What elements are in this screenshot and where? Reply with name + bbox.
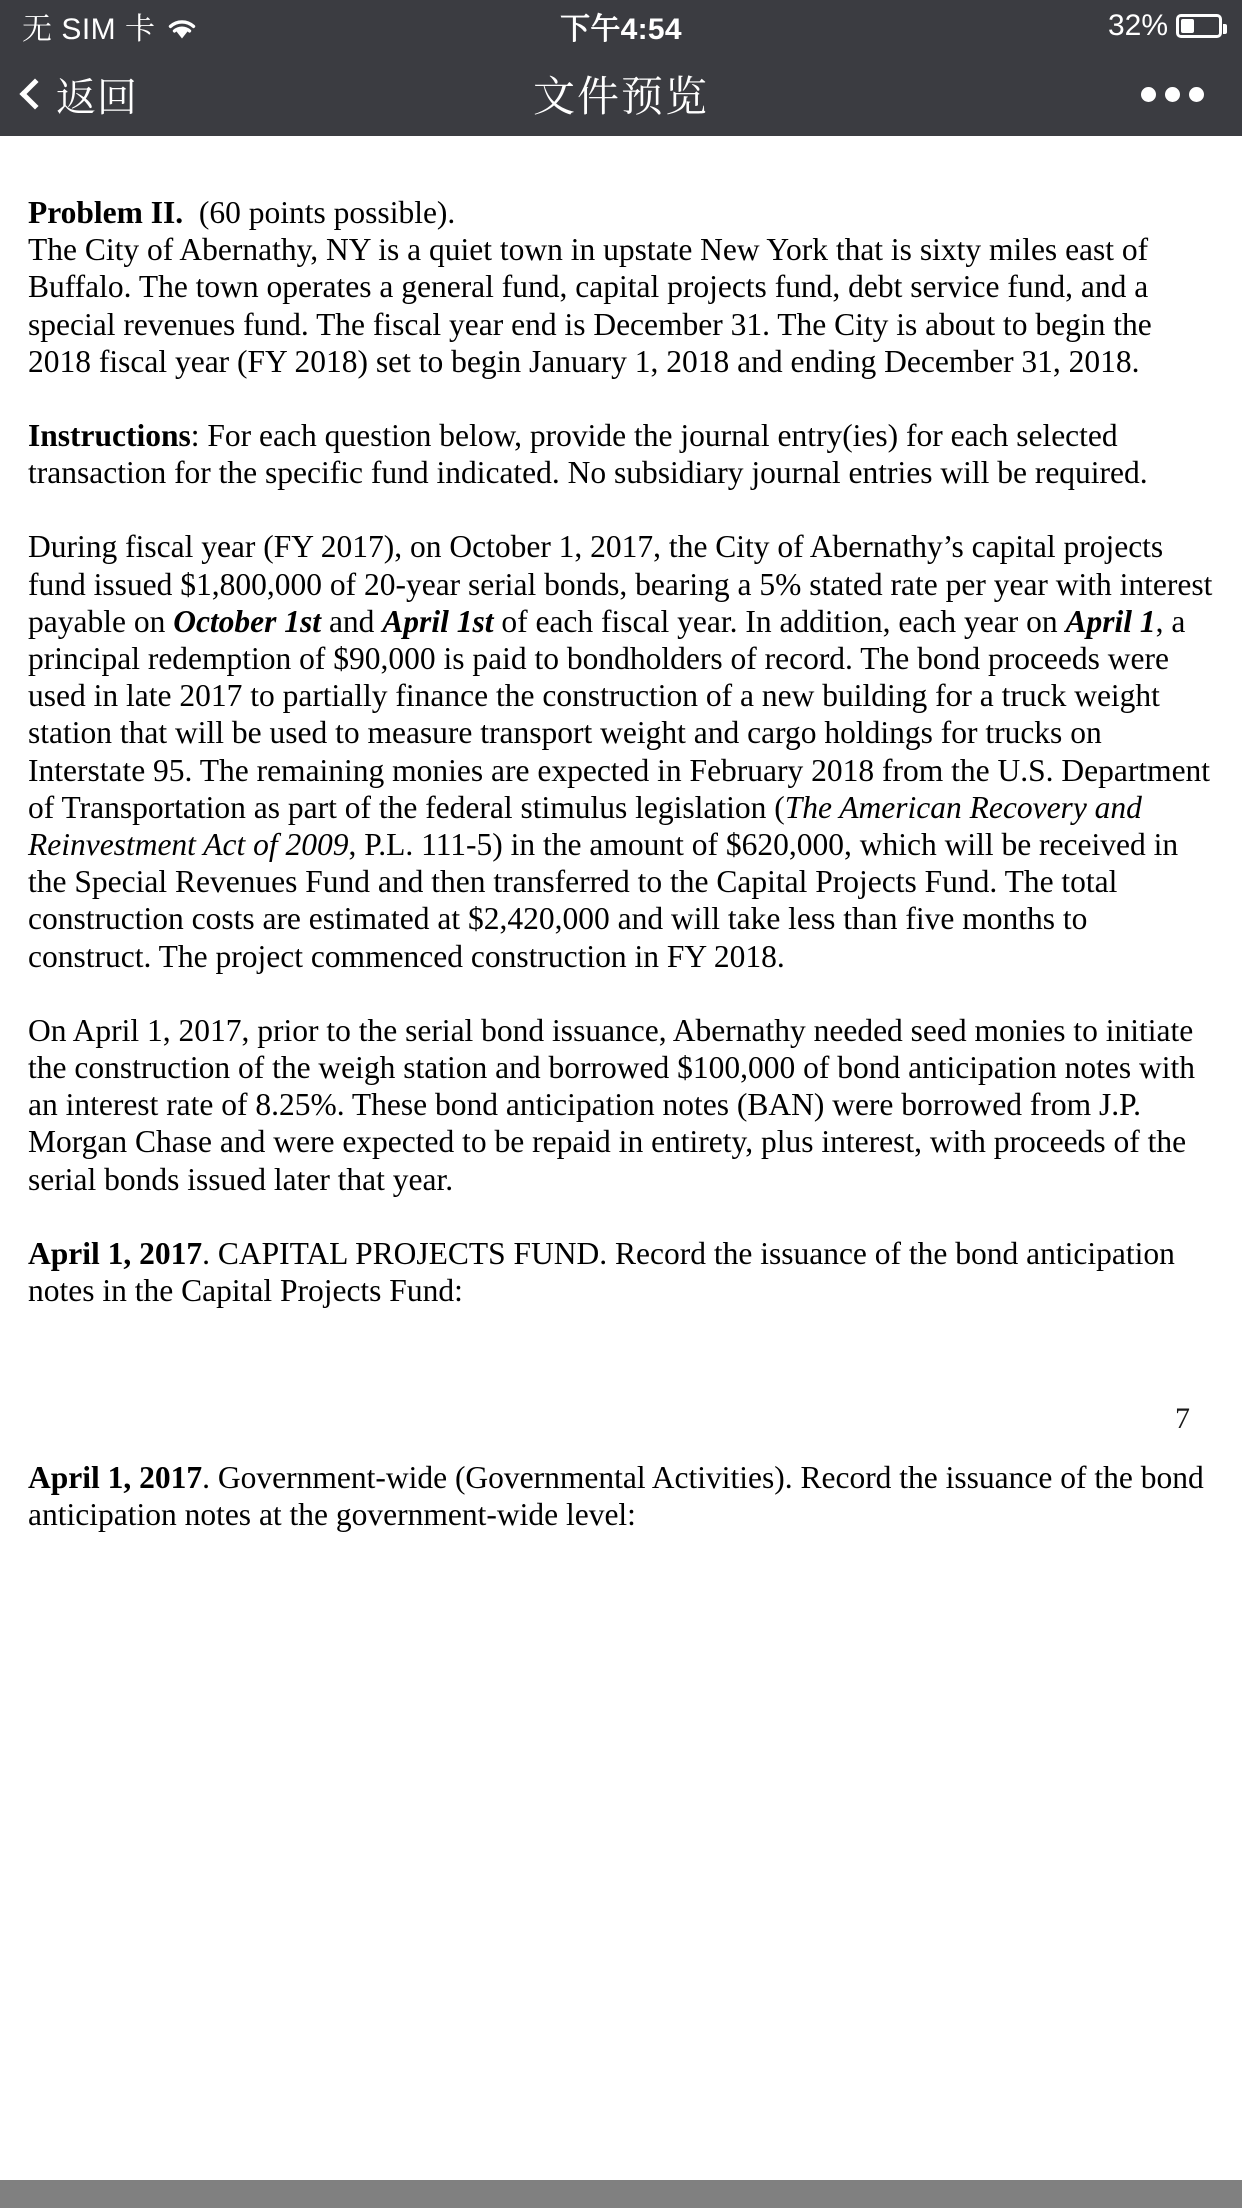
more-options-button[interactable] <box>1141 87 1204 102</box>
problem-heading-line <box>28 194 1214 231</box>
problem-points: (60 points possible). <box>198 195 456 230</box>
instructions-text: : For each question below, provide the journal entry(ies) for each selected transaction for the specific fund indicated. No subsidiary journal entries will be required. <box>28 418 1148 491</box>
entry-2-text: . Government-wide (Governmental Activities). Record the issuance of the bond anticipation notes at the government-wide level: <box>28 1460 1204 1533</box>
status-bar-right <box>1108 9 1222 43</box>
battery-icon <box>1176 14 1222 38</box>
bond-interest-date-april: April 1st <box>382 603 494 639</box>
bond-text-part-2: and <box>321 603 383 639</box>
document-body <box>28 194 1214 1774</box>
entry-1-date: April 1, 2017 <box>28 1235 203 1271</box>
paragraph-spacer-4 <box>28 1198 1214 1235</box>
document-preview-page[interactable] <box>0 136 1242 2180</box>
entry-2-date: April 1, 2017 <box>28 1460 203 1496</box>
answer-space-1[interactable] <box>28 1309 1214 1459</box>
journal-entry-heading-2 <box>28 1459 1214 1533</box>
bond-text-part-3: of each fiscal year. In addition, each year on <box>493 603 1066 639</box>
answer-space-2[interactable] <box>28 1534 1214 1774</box>
bond-redemption-date-april: April 1 <box>1065 603 1156 639</box>
problem-heading: Problem II. <box>28 195 184 230</box>
bottom-toolbar <box>0 2180 1242 2208</box>
bond-issuance-paragraph <box>28 528 1214 974</box>
bond-text-part-1: During fiscal year (FY 2017), on October 1, 2017, the City of Abernathy’s capital projects fund issued $1,800,000 of 20-year serial bonds, bearing a 5% stated rate per year with interest payable on <box>28 529 1213 639</box>
battery-percent-label: 32% <box>1107 9 1168 42</box>
status-bar <box>0 0 1242 52</box>
bond-text-part-4: , a principal redemption of $90,000 is paid to bondholders of record. The bond proceeds were used in late 2017 to partially finance the construction of a new building for a truck weight station that will be used to measure transport weight and cargo holdings for trucks on Interstate 95. The remaining monies are expected in February 2018 from the U.S. Department of Transportation as part of the federal stimulus legislation ( <box>28 603 1211 825</box>
back-button-label: 返回 <box>56 75 138 120</box>
status-bar-clock: 下午4:54 <box>560 13 682 46</box>
recovery-act-title: The American Recovery and Reinvestment Act of 2009 <box>28 789 1142 863</box>
more-horizontal-icon-dot-2 <box>1165 87 1180 102</box>
paragraph-spacer-2 <box>28 491 1214 528</box>
journal-entry-heading-1 <box>28 1235 1214 1309</box>
instructions-label: Instructions <box>28 418 191 454</box>
instructions-paragraph <box>28 417 1214 491</box>
page-number: 7 <box>1175 1402 1190 1435</box>
intro-paragraph: The City of Abernathy, NY is a quiet town in upstate New York that is sixty miles east of Buffalo. The town operates a general fund, capital projects fund, debt service fund, and a special revenues fund. The fiscal year end is December 31. The City is about to begin the 2018 fiscal year (FY 2018) set to begin January 1, 2018 and ending December 31, 2018. <box>28 232 1152 379</box>
bond-interest-date-october: October 1st <box>173 603 322 639</box>
bond-text-part-5: , P.L. 111-5) in the amount of $620,000, which will be received in the Special Revenues Fund and then transferred to the Capital Projects Fund. The total construction costs are estimated at $2,420,000 and will take less than five months to construct. The project commenced construction in FY 2018. <box>28 827 1179 974</box>
more-horizontal-icon-dot-1 <box>1141 87 1156 102</box>
more-horizontal-icon-dot-3 <box>1189 87 1204 102</box>
page-title: 文件预览 <box>532 73 709 120</box>
paragraph-spacer-3 <box>28 975 1214 1012</box>
navigation-bar <box>0 52 1242 136</box>
carrier-label: 无 SIM 卡 <box>22 13 156 46</box>
paragraph-spacer-1 <box>28 380 1214 417</box>
ban-paragraph: On April 1, 2017, prior to the serial bond issuance, Abernathy needed seed monies to initiate the construction of the weigh station and borrowed $100,000 of bond anticipation notes with an interest rate of 8.25%. These bond anticipation notes (BAN) were borrowed from J.P. Morgan Chase and were expected to be repaid in entirety, plus interest, with proceeds of the serial bonds issued later that year. <box>28 1012 1196 1197</box>
entry-1-text: . CAPITAL PROJECTS FUND. Record the issuance of the bond anticipation notes in the Capital Projects Fund: <box>28 1235 1175 1309</box>
